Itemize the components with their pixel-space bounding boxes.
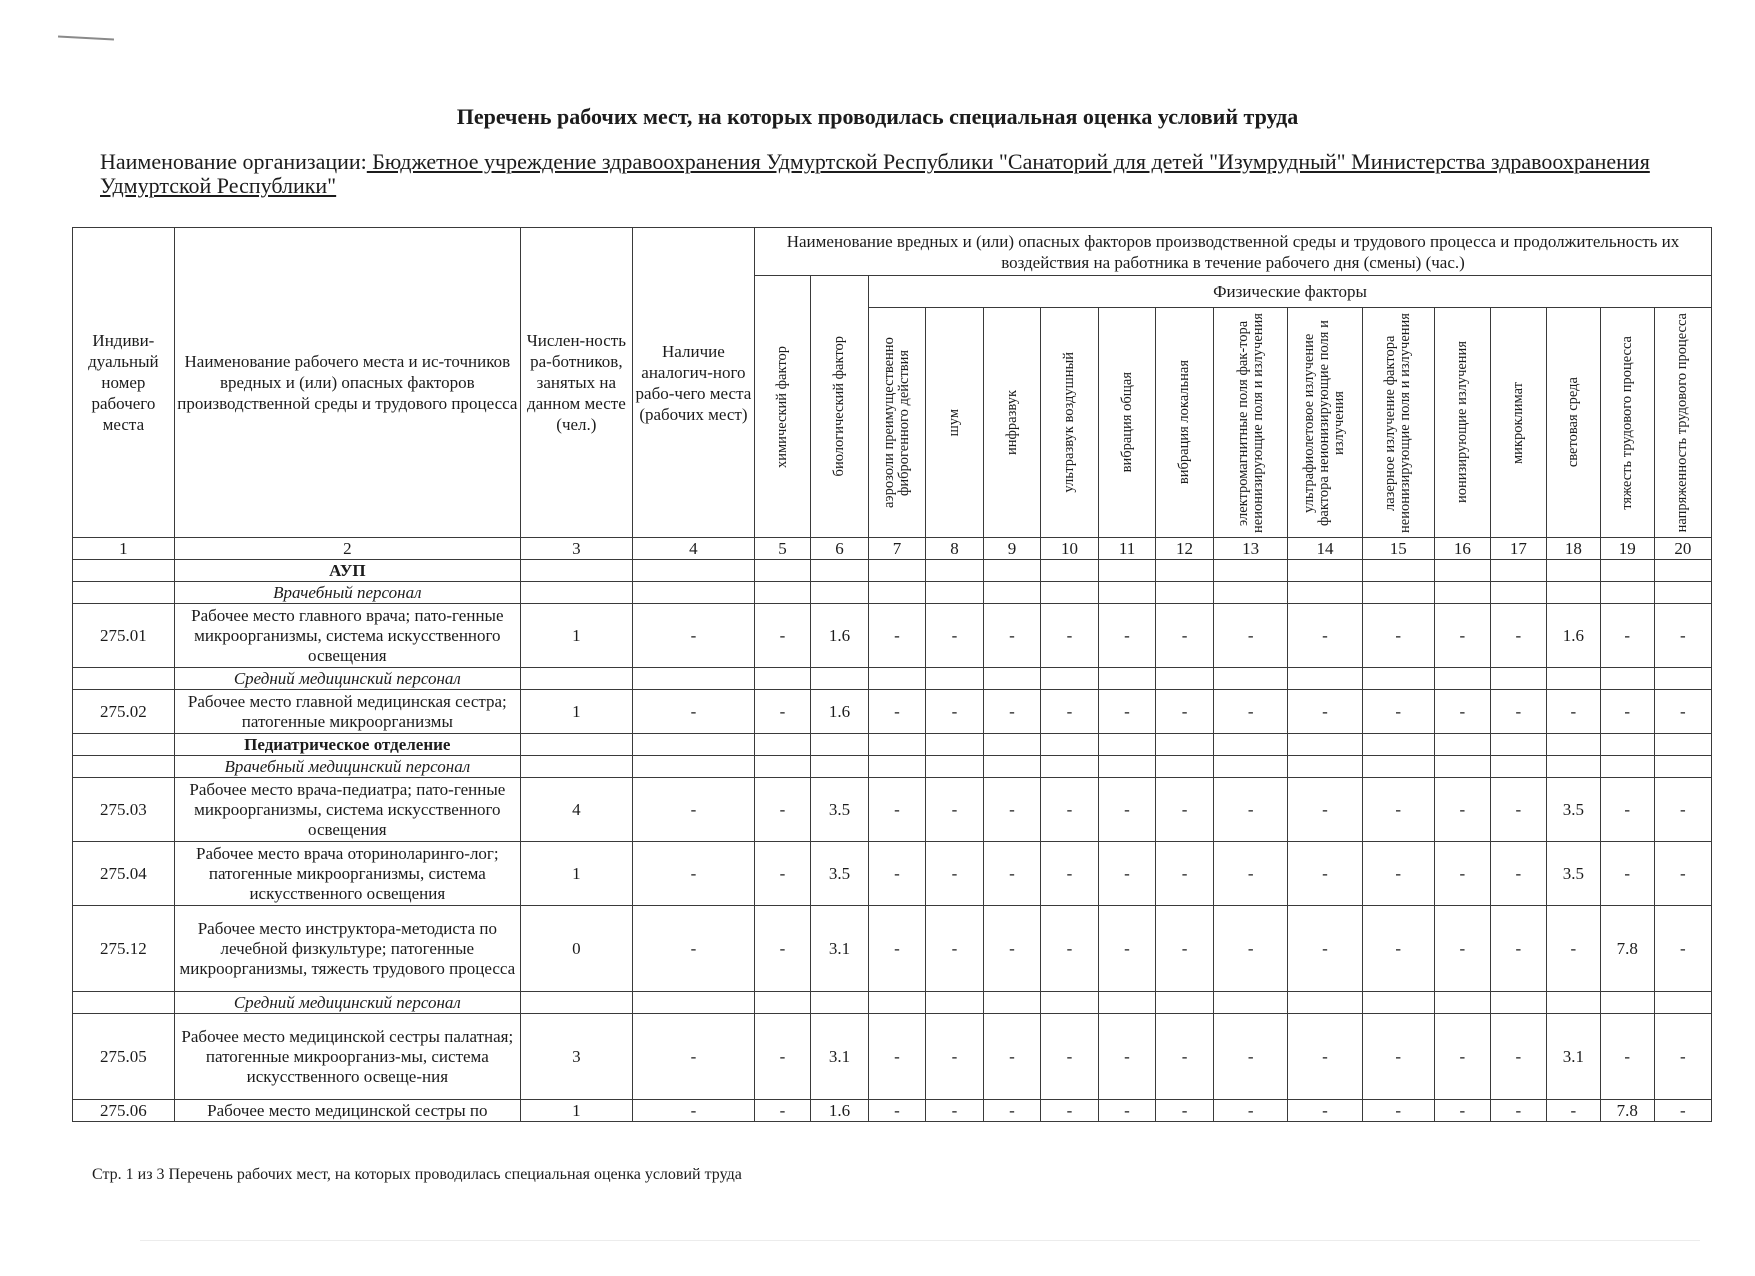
cell: 3.5	[1546, 778, 1600, 842]
workers-count: 3	[520, 1014, 632, 1100]
cell: -	[984, 906, 1041, 992]
cell: -	[984, 1100, 1041, 1122]
cell: -	[1546, 1100, 1600, 1122]
cell: 1.6	[810, 690, 868, 734]
cell: -	[1600, 842, 1654, 906]
col-number: 15	[1362, 538, 1434, 560]
cell: -	[1654, 842, 1711, 906]
cell: -	[632, 842, 754, 906]
col-number: 14	[1288, 538, 1362, 560]
cell: -	[1362, 842, 1434, 906]
table-row	[73, 778, 1712, 842]
table-row	[73, 690, 1712, 734]
cell: -	[1041, 1014, 1099, 1100]
cell: -	[1434, 842, 1490, 906]
cell: -	[632, 690, 754, 734]
cell: 3.1	[1546, 1014, 1600, 1100]
cell: -	[1654, 604, 1711, 668]
organization-line	[100, 150, 1700, 198]
cell: -	[1654, 906, 1711, 992]
cell: -	[925, 906, 983, 992]
header-factor-17: микроклимат	[1490, 308, 1546, 538]
cell: 3.1	[810, 906, 868, 992]
organization-label: Наименование организации:	[100, 149, 367, 174]
cell: -	[1546, 690, 1600, 734]
cell: -	[1099, 778, 1156, 842]
section-title: АУП	[174, 560, 520, 582]
cell: -	[1156, 778, 1214, 842]
cell: -	[1214, 842, 1288, 906]
cell: -	[1362, 690, 1434, 734]
cell: -	[632, 906, 754, 992]
workers-count: 1	[520, 1100, 632, 1122]
col-number: 3	[520, 538, 632, 560]
table-row	[73, 842, 1712, 906]
cell: -	[1490, 778, 1546, 842]
cell: -	[925, 604, 983, 668]
cell: -	[754, 778, 810, 842]
cell: -	[1654, 690, 1711, 734]
cell: -	[1654, 778, 1711, 842]
col-number: 20	[1654, 538, 1711, 560]
header-factor-15: лазерное излучение фактора неионизирующие поля и излучения	[1362, 308, 1434, 538]
workplace-id: 275.02	[73, 690, 175, 734]
cell: -	[1099, 842, 1156, 906]
cell: -	[1600, 778, 1654, 842]
cell: -	[1156, 690, 1214, 734]
cell: -	[925, 1014, 983, 1100]
cell: -	[1362, 1100, 1434, 1122]
workplace-id: 275.04	[73, 842, 175, 906]
workplace-id: 275.05	[73, 1014, 175, 1100]
section-row	[73, 560, 1712, 582]
cell: -	[925, 778, 983, 842]
cell: -	[1288, 1014, 1362, 1100]
cell: -	[984, 778, 1041, 842]
header-factor-19: тяжесть трудового процесса	[1600, 308, 1654, 538]
cell: -	[1156, 842, 1214, 906]
cell: -	[1214, 778, 1288, 842]
cell: -	[868, 604, 925, 668]
cell: -	[754, 1100, 810, 1122]
subsection-row	[73, 582, 1712, 604]
col-number: 17	[1490, 538, 1546, 560]
col-number: 11	[1099, 538, 1156, 560]
workers-count: 4	[520, 778, 632, 842]
cell: -	[1434, 778, 1490, 842]
cell: 3.5	[1546, 842, 1600, 906]
cell: -	[1654, 1014, 1711, 1100]
cell: -	[1099, 906, 1156, 992]
organization-name: Бюджетное учреждение здравоохранения Удмуртской Республики "Санаторий для детей "Изумрудный" Министерства здравоохранения Удмуртской Республики"	[100, 149, 1650, 198]
document-title: Перечень рабочих мест, на которых проводилась специальная оценка условий труда	[456, 104, 1299, 129]
section-title: Педиатрическое отделение	[174, 734, 520, 756]
table-row	[73, 906, 1712, 992]
cell: -	[925, 1100, 983, 1122]
cell: -	[1362, 778, 1434, 842]
workplaces-table	[72, 227, 1712, 1122]
cell: -	[632, 1014, 754, 1100]
workplace-name: Рабочее место инструктора-методиста по лечебной физкультуре; патогенные микроорганизмы, тяжесть трудового процесса	[174, 906, 520, 992]
cell: -	[1099, 1100, 1156, 1122]
cell: -	[754, 690, 810, 734]
col-number: 2	[174, 538, 520, 560]
scan-artifact-line	[140, 1240, 1700, 1241]
cell: -	[1041, 604, 1099, 668]
cell: -	[1600, 1014, 1654, 1100]
header-analog-col: Наличие аналогич-ного рабо-чего места (рабочих мест)	[632, 228, 754, 538]
col-number: 19	[1600, 538, 1654, 560]
workers-count: 1	[520, 604, 632, 668]
cell: -	[1041, 690, 1099, 734]
cell: -	[632, 1100, 754, 1122]
subsection-title: Врачебный персонал	[174, 582, 520, 604]
cell: -	[754, 604, 810, 668]
cell: -	[984, 604, 1041, 668]
cell: -	[1490, 690, 1546, 734]
header-factor-12: вибрация локальная	[1156, 308, 1214, 538]
cell: 7.8	[1600, 1100, 1654, 1122]
cell: 3.5	[810, 842, 868, 906]
workers-count: 1	[520, 842, 632, 906]
cell: -	[1288, 778, 1362, 842]
cell: -	[868, 906, 925, 992]
cell: -	[1156, 604, 1214, 668]
col-number: 13	[1214, 538, 1288, 560]
col-number: 16	[1434, 538, 1490, 560]
header-factor-11: вибрация общая	[1099, 308, 1156, 538]
cell: -	[1041, 1100, 1099, 1122]
header-physical-group: Физические факторы	[868, 276, 1711, 308]
workplace-id: 275.12	[73, 906, 175, 992]
cell: -	[868, 842, 925, 906]
cell: -	[632, 604, 754, 668]
cell: 1.6	[810, 1100, 868, 1122]
cell: 1.6	[1546, 604, 1600, 668]
cell: -	[1041, 906, 1099, 992]
header-factor-7: аэрозоли преимущественно фиброгенного действия	[868, 308, 925, 538]
workplace-name: Рабочее место главного врача; пато-генные микроорганизмы, система искусственного освещения	[174, 604, 520, 668]
header-factor-5: химический фактор	[754, 276, 810, 538]
cell: -	[1362, 604, 1434, 668]
cell: -	[868, 690, 925, 734]
subsection-row	[73, 756, 1712, 778]
cell: -	[1490, 906, 1546, 992]
col-number: 1	[73, 538, 175, 560]
col-number: 4	[632, 538, 754, 560]
cell: -	[754, 906, 810, 992]
section-row	[73, 734, 1712, 756]
col-number: 5	[754, 538, 810, 560]
col-number: 10	[1041, 538, 1099, 560]
subsection-row	[73, 992, 1712, 1014]
cell: -	[984, 1014, 1041, 1100]
workplace-name: Рабочее место врача-педиатра; пато-генные микроорганизмы, система искусственного освещения	[174, 778, 520, 842]
cell: -	[1288, 604, 1362, 668]
cell: -	[1490, 842, 1546, 906]
cell: -	[868, 1100, 925, 1122]
header-factors-group: Наименование вредных и (или) опасных факторов производственной среды и трудового процесса и продолжительность их воздействия на работника в течение рабочего дня (смены) (час.)	[754, 228, 1711, 276]
cell: -	[1288, 690, 1362, 734]
workplace-name: Рабочее место врача оториноларинго-лог; патогенные микроорганизмы, система искусственного освещения	[174, 842, 520, 906]
table-row	[73, 1100, 1712, 1122]
header-id-col: Индиви-дуальный номер рабочего места	[73, 228, 175, 538]
cell: -	[1490, 1100, 1546, 1122]
cell: -	[1434, 604, 1490, 668]
column-numbers-row	[73, 538, 1712, 560]
workplace-id: 275.01	[73, 604, 175, 668]
subsection-title: Средний медицинский персонал	[174, 992, 520, 1014]
cell: -	[1214, 604, 1288, 668]
cell: -	[1434, 906, 1490, 992]
header-factor-14: ультрафиолетовое излучение фактора неионизирующие поля и излучения	[1288, 308, 1362, 538]
cell: -	[984, 690, 1041, 734]
workers-count: 1	[520, 690, 632, 734]
cell: -	[1041, 842, 1099, 906]
cell: -	[1362, 1014, 1434, 1100]
cell: -	[1214, 1014, 1288, 1100]
subsection-title: Врачебный медицинский персонал	[174, 756, 520, 778]
cell: -	[1600, 690, 1654, 734]
cell: -	[1288, 906, 1362, 992]
cell: -	[1099, 690, 1156, 734]
cell: 3.1	[810, 1014, 868, 1100]
header-factor-6: биологический фактор	[810, 276, 868, 538]
cell: 1.6	[810, 604, 868, 668]
header-factor-16: ионизирующие излучения	[1434, 308, 1490, 538]
col-number: 12	[1156, 538, 1214, 560]
cell: -	[1654, 1100, 1711, 1122]
cell: -	[1434, 1100, 1490, 1122]
col-number: 8	[925, 538, 983, 560]
cell: -	[1600, 604, 1654, 668]
workplace-name: Рабочее место главной медицинская сестра; патогенные микроорганизмы	[174, 690, 520, 734]
cell: -	[1156, 906, 1214, 992]
cell: -	[754, 1014, 810, 1100]
cell: -	[1214, 690, 1288, 734]
cell: -	[1434, 1014, 1490, 1100]
subsection-row	[73, 668, 1712, 690]
cell: -	[1490, 1014, 1546, 1100]
cell: -	[754, 842, 810, 906]
cell: 7.8	[1600, 906, 1654, 992]
table-row	[73, 1014, 1712, 1100]
col-number: 7	[868, 538, 925, 560]
workplace-name: Рабочее место медицинской сестры палатная; патогенные микроорганиз-мы, система искусственного освеще-ния	[174, 1014, 520, 1100]
header-name-col: Наименование рабочего места и ис-точников вредных и (или) опасных факторов производственной среды и трудового процесса	[174, 228, 520, 538]
header-factor-18: световая среда	[1546, 308, 1600, 538]
workplace-id: 275.03	[73, 778, 175, 842]
scan-artifact	[58, 36, 114, 41]
page-footer: Стр. 1 из 3 Перечень рабочих мест, на которых проводилась специальная оценка условий труда	[92, 1166, 742, 1183]
cell: -	[1156, 1100, 1214, 1122]
workers-count: 0	[520, 906, 632, 992]
header-factor-9: инфразвук	[984, 308, 1041, 538]
workplace-name: Рабочее место медицинской сестры по	[174, 1100, 520, 1122]
subsection-title: Средний медицинский персонал	[174, 668, 520, 690]
cell: -	[1156, 1014, 1214, 1100]
cell: -	[925, 842, 983, 906]
cell: -	[868, 778, 925, 842]
cell: -	[925, 690, 983, 734]
cell: -	[868, 1014, 925, 1100]
header-count-col: Числен-ность ра-ботников, занятых на данном месте (чел.)	[520, 228, 632, 538]
cell: -	[1362, 906, 1434, 992]
cell: -	[1490, 604, 1546, 668]
cell: -	[984, 842, 1041, 906]
cell: -	[1099, 604, 1156, 668]
cell: -	[1041, 778, 1099, 842]
cell: -	[1214, 1100, 1288, 1122]
header-factor-10: ультразвук воздушный	[1041, 308, 1099, 538]
cell: -	[1099, 1014, 1156, 1100]
col-number: 6	[810, 538, 868, 560]
cell: 3.5	[810, 778, 868, 842]
header-factor-8: шум	[925, 308, 983, 538]
cell: -	[1288, 1100, 1362, 1122]
col-number: 18	[1546, 538, 1600, 560]
table-row	[73, 604, 1712, 668]
col-number: 9	[984, 538, 1041, 560]
cell: -	[632, 778, 754, 842]
cell: -	[1434, 690, 1490, 734]
workplace-id: 275.06	[73, 1100, 175, 1122]
header-factor-13: электромагнитные поля фак-тора неионизирующие поля и излучения	[1214, 308, 1288, 538]
header-factor-20: напряженность трудового процесса	[1654, 308, 1711, 538]
cell: -	[1288, 842, 1362, 906]
cell: -	[1546, 906, 1600, 992]
cell: -	[1214, 906, 1288, 992]
